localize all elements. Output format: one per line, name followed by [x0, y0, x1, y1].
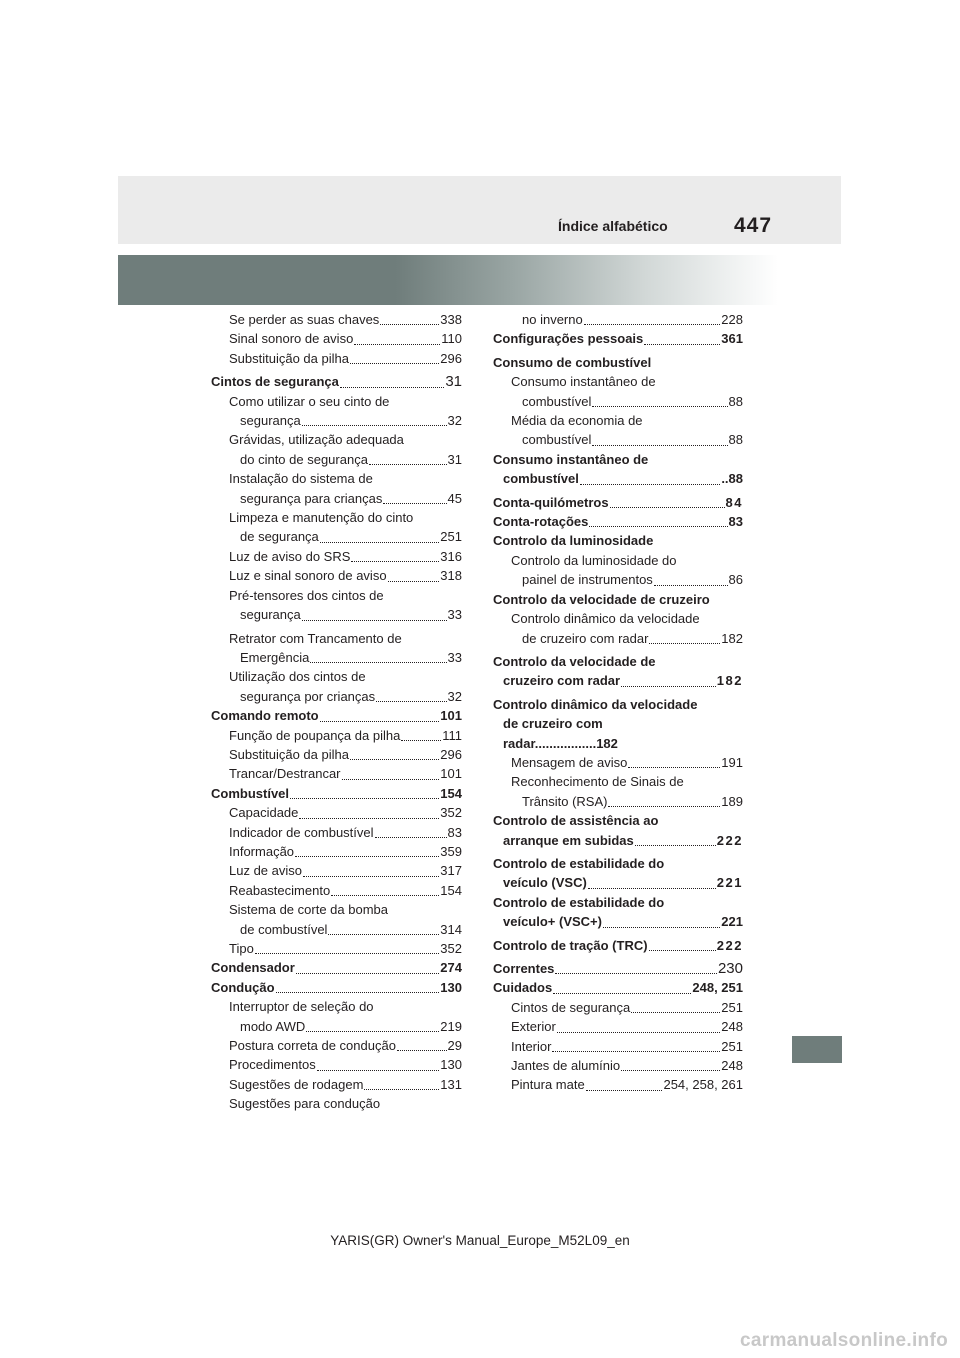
dot-leader — [290, 790, 439, 799]
index-sub-entry — [493, 392, 743, 411]
dot-leader — [555, 965, 717, 974]
index-sub-entry — [493, 570, 743, 589]
index-sub-heading: Como utilizar o seu cinto de — [229, 393, 390, 409]
entry-text: no inverno — [522, 312, 583, 327]
dot-leader — [340, 379, 444, 388]
dot-leader — [364, 1081, 439, 1090]
entry-text: Tipo — [229, 941, 254, 956]
index-sub-entry — [493, 430, 743, 449]
entry-page-ref: 222 — [716, 937, 743, 953]
entry-text: Reabastecimento — [229, 882, 331, 898]
entry-text: segurança — [240, 607, 301, 623]
entry-page-ref: 251 — [721, 1038, 743, 1054]
entry-page-ref: 251 — [440, 529, 462, 545]
entry-text: Comando remoto — [211, 708, 319, 724]
entry-page-ref: 361 — [721, 331, 743, 347]
index-sub-entry — [493, 1075, 743, 1094]
entry-text: Sugestões de rodagem — [229, 1076, 364, 1092]
entry-text: Interior — [511, 1038, 552, 1054]
entry-page-ref: 88 — [728, 393, 743, 409]
index-sub-entry — [211, 450, 462, 469]
dot-leader — [302, 417, 447, 426]
entry-text: arranque em subidas — [503, 832, 634, 848]
entry-text: Informação — [229, 843, 295, 859]
entry-page-ref: 31 — [447, 451, 462, 467]
index-sub-entry — [493, 792, 743, 811]
entry-page-ref: 130 — [440, 979, 462, 995]
entry-text: Se perder as suas chaves — [229, 312, 380, 327]
entry-page-ref: 32 — [447, 413, 462, 429]
entry-text: modo AWD — [240, 1018, 306, 1034]
index-column-left — [211, 310, 462, 1114]
entry-page-ref: 338 — [440, 312, 462, 327]
index-sub-entry — [211, 411, 462, 430]
dot-leader — [295, 848, 439, 857]
entry-page-ref: 154 — [440, 882, 462, 898]
index-sub-entry — [211, 566, 462, 585]
entry-page-ref: 219 — [440, 1018, 462, 1034]
entry-text: combustível — [522, 393, 592, 409]
dot-leader — [608, 798, 720, 807]
index-sub-entry — [211, 764, 462, 783]
dot-leader — [299, 810, 439, 819]
entry-text: Luz e sinal sonoro de aviso — [229, 568, 387, 584]
page-number: 447 — [734, 214, 773, 237]
entry-text: Condensador — [211, 960, 295, 976]
index-sub-heading: Retrator com Trancamento de — [229, 630, 402, 646]
index-sub-entry — [211, 823, 462, 842]
dot-leader — [552, 1043, 720, 1052]
index-sub-entry — [211, 1055, 462, 1074]
entry-page-ref: 254, 258, 261 — [663, 1077, 743, 1093]
index-main-entry — [493, 912, 743, 931]
entry-page-ref: 359 — [440, 843, 462, 859]
dot-leader — [553, 985, 691, 994]
dot-leader — [342, 771, 440, 780]
entry-text: Cintos de segurança — [211, 374, 339, 390]
entry-page-ref: 84 — [725, 494, 743, 510]
entry-page-ref: 296 — [440, 350, 462, 366]
entry-page-ref: 221 — [716, 875, 743, 891]
index-main-heading: Controlo de estabilidade do — [493, 855, 665, 871]
index-sub-heading: Consumo instantâneo de — [511, 374, 656, 390]
index-sub-entry — [493, 1056, 743, 1075]
index-main-heading: Controlo dinâmico da velocidade — [493, 696, 698, 712]
entry-text: de segurança — [240, 529, 319, 545]
entry-page-ref: 154 — [440, 785, 462, 801]
entry-text: Postura correta de condução — [229, 1038, 396, 1054]
index-side-tab — [792, 1036, 842, 1063]
dot-leader — [380, 316, 439, 325]
index-sub-entry — [211, 605, 462, 624]
entry-text: painel de instrumentos — [522, 572, 653, 588]
entry-text: cruzeiro com radar — [503, 673, 621, 689]
dot-leader — [276, 984, 440, 993]
entry-text: de combustível — [240, 921, 328, 937]
entry-page-ref: 29 — [447, 1038, 462, 1054]
dot-leader — [603, 919, 720, 928]
dot-leader — [302, 612, 447, 621]
entry-page-ref: 248, 251 — [692, 980, 743, 996]
index-sub-heading: Interruptor de seleção do — [229, 999, 374, 1015]
index-main-entry — [493, 873, 743, 892]
entry-text: segurança — [240, 413, 301, 429]
entry-text: veículo (VSC) — [503, 875, 587, 891]
entry-text: combustível — [503, 471, 579, 487]
entry-page-ref: 296 — [440, 746, 462, 762]
dot-leader — [255, 945, 439, 954]
entry-page-ref: 110 — [441, 331, 462, 347]
dot-leader — [328, 926, 439, 935]
entry-text: Combustível — [211, 785, 290, 801]
index-main-entry — [211, 978, 462, 997]
entry-text: Cuidados — [493, 980, 553, 996]
index-sub-entry — [493, 629, 743, 648]
header-band — [118, 176, 841, 244]
entry-text: Configurações pessoais — [493, 331, 644, 347]
index-sub-entry — [493, 753, 743, 772]
entry-text: Condução — [211, 979, 275, 995]
entry-text: Trancar/Destrancar — [229, 766, 341, 782]
index-sub-entry — [211, 527, 462, 546]
dot-leader — [388, 573, 440, 582]
index-main-heading: radar.................182 — [503, 735, 618, 751]
entry-text: Cintos de segurança — [511, 999, 631, 1015]
index-main-entry — [493, 493, 743, 512]
index-sub-entry — [493, 1017, 743, 1036]
dot-leader — [644, 336, 720, 345]
entry-page-ref: 189 — [721, 793, 743, 809]
dot-leader — [586, 1082, 663, 1091]
dot-leader — [592, 398, 727, 407]
index-main-entry — [211, 372, 462, 391]
entry-text: Mensagem de aviso — [511, 754, 628, 770]
index-main-heading: Controlo de assistência ao — [493, 813, 659, 829]
dot-leader — [610, 499, 725, 508]
watermark: carmanualsonline.info — [740, 1330, 948, 1351]
dot-leader — [631, 1004, 720, 1013]
index-main-heading: Consumo de combustível — [493, 354, 652, 370]
dot-leader — [628, 759, 720, 768]
index-sub-heading: Sistema de corte da bomba — [229, 902, 388, 918]
footer-manual-id: YARIS(GR) Owner's Manual_Europe_M52L09_en — [330, 1233, 630, 1248]
entry-text: Substituição da pilha — [229, 746, 349, 762]
index-sub-entry — [493, 1037, 743, 1056]
dot-leader — [401, 732, 441, 741]
entry-page-ref: 352 — [440, 805, 462, 821]
index-sub-entry — [211, 349, 462, 368]
index-sub-entry — [211, 920, 462, 939]
entry-page-ref: 248 — [721, 1058, 743, 1074]
entry-page-ref: 32 — [447, 688, 462, 704]
index-column-right — [493, 310, 743, 1095]
dot-leader — [383, 495, 446, 504]
entry-text: Sinal sonoro de aviso — [229, 331, 354, 347]
index-sub-entry — [211, 861, 462, 880]
index-sub-entry — [211, 939, 462, 958]
entry-page-ref: 111 — [442, 727, 462, 743]
entry-text: de cruzeiro com radar — [522, 630, 649, 646]
entry-text: Jantes de alumínio — [511, 1058, 621, 1074]
index-sub-heading: Grávidas, utilização adequada — [229, 432, 404, 448]
dot-leader — [296, 965, 440, 974]
dot-leader — [580, 476, 720, 485]
entry-text: Função de poupança da pilha — [229, 727, 401, 743]
entry-page-ref: 83 — [447, 824, 462, 840]
entry-page-ref: 88 — [728, 432, 743, 448]
entry-page-ref: 221 — [721, 914, 743, 930]
index-main-heading: Controlo da luminosidade — [493, 533, 654, 549]
entry-text: segurança por crianças — [240, 688, 376, 704]
entry-text: Pintura mate — [511, 1077, 585, 1093]
dot-leader — [320, 713, 440, 722]
entry-page-ref: 101 — [440, 708, 462, 724]
entry-text: Emergência — [240, 649, 310, 665]
dot-leader — [331, 887, 439, 896]
dot-leader — [592, 437, 727, 446]
index-main-entry — [493, 512, 743, 531]
dot-leader — [350, 355, 439, 364]
entry-text: Capacidade — [229, 805, 299, 821]
entry-text: combustível — [522, 432, 592, 448]
index-main-entry — [493, 329, 743, 348]
index-main-entry — [493, 831, 743, 850]
index-main-entry — [493, 959, 743, 978]
index-sub-entry — [211, 310, 462, 329]
entry-page-ref: 86 — [728, 572, 743, 588]
dot-leader — [310, 654, 446, 663]
dot-leader — [621, 678, 716, 687]
index-sub-heading: Instalação do sistema de — [229, 471, 373, 487]
entry-page-ref: 248 — [721, 1019, 743, 1035]
index-main-entry — [211, 784, 462, 803]
index-sub-entry — [211, 1017, 462, 1036]
dot-leader — [376, 693, 446, 702]
index-sub-heading: Pré-tensores dos cintos de — [229, 587, 384, 603]
dot-leader — [649, 635, 720, 644]
index-main-heading: Controlo da velocidade de — [493, 653, 656, 669]
index-sub-entry — [211, 489, 462, 508]
entry-page-ref: 131 — [440, 1076, 462, 1092]
entry-page-ref: 33 — [447, 649, 462, 665]
index-main-heading: Controlo de estabilidade do — [493, 894, 665, 910]
dot-leader — [306, 1023, 439, 1032]
dot-leader — [350, 751, 439, 760]
index-main-entry — [493, 469, 743, 488]
index-sub-heading: Reconhecimento de Sinais de — [511, 774, 684, 790]
dot-leader — [588, 880, 716, 889]
dot-leader — [317, 1062, 440, 1071]
dot-leader — [589, 518, 727, 527]
entry-page-ref: 222 — [716, 832, 743, 848]
dot-leader — [369, 456, 447, 465]
index-sub-entry — [493, 998, 743, 1017]
entry-page-ref: 316 — [440, 548, 462, 564]
entry-page-ref: 31 — [445, 373, 462, 391]
entry-text: segurança para crianças — [240, 490, 383, 506]
dot-leader — [557, 1024, 721, 1033]
entry-page-ref: 130 — [440, 1057, 462, 1073]
index-sub-entry — [211, 842, 462, 861]
entry-text: Trânsito (RSA) — [522, 793, 608, 809]
entry-text: Controlo de tração (TRC) — [493, 937, 648, 953]
index-main-entry — [493, 978, 743, 997]
index-sub-heading: Limpeza e manutenção do cinto — [229, 510, 414, 526]
index-main-entry — [211, 706, 462, 725]
index-sub-entry — [211, 881, 462, 900]
index-sub-entry — [211, 1036, 462, 1055]
index-sub-entry — [211, 687, 462, 706]
entry-text: veículo+ (VSC+) — [503, 914, 602, 930]
index-main-heading: Controlo da velocidade de cruzeiro — [493, 591, 710, 607]
entry-text: Procedimentos — [229, 1057, 316, 1073]
index-sub-heading: Média da economia de — [511, 413, 643, 429]
entry-page-ref: ..88 — [721, 471, 743, 487]
dot-leader — [351, 553, 439, 562]
dot-leader — [303, 868, 439, 877]
index-sub-entry — [211, 803, 462, 822]
index-main-entry — [493, 936, 743, 955]
entry-page-ref: 191 — [721, 754, 743, 770]
index-sub-entry — [211, 648, 462, 667]
index-main-entry — [493, 671, 743, 690]
entry-page-ref: 228 — [721, 312, 743, 327]
index-main-heading: Consumo instantâneo de — [493, 451, 649, 467]
index-main-entry — [211, 958, 462, 977]
index-sub-entry — [211, 745, 462, 764]
index-sub-heading: Sugestões para condução — [229, 1096, 381, 1112]
index-sub-heading: Controlo dinâmico da velocidade — [511, 611, 700, 627]
entry-page-ref: 352 — [440, 941, 462, 956]
entry-text: Correntes — [493, 961, 555, 976]
dot-leader — [635, 837, 716, 846]
dot-leader — [397, 1042, 447, 1051]
section-title: Índice alfabético — [558, 218, 668, 234]
index-sub-heading: Controlo da luminosidade do — [511, 552, 677, 568]
index-sub-entry — [211, 329, 462, 348]
entry-text: Conta-rotações — [493, 514, 589, 530]
entry-text: Conta-quilómetros — [493, 494, 609, 510]
index-sub-entry — [211, 726, 462, 745]
index-main-heading: de cruzeiro com — [503, 716, 603, 732]
entry-page-ref: 45 — [447, 490, 462, 506]
index-sub-entry — [211, 1075, 462, 1094]
index-sub-entry — [493, 310, 743, 329]
entry-page-ref: 182 — [716, 673, 743, 689]
dot-leader — [649, 942, 716, 951]
entry-page-ref: 230 — [717, 960, 743, 977]
entry-page-ref: 318 — [440, 568, 462, 584]
index-sub-heading: Utilização dos cintos de — [229, 669, 366, 685]
dot-leader — [654, 577, 728, 586]
header-gradient-bar — [118, 255, 778, 305]
entry-text: Luz de aviso — [229, 863, 302, 879]
entry-text: Exterior — [511, 1019, 556, 1035]
entry-text: do cinto de segurança — [240, 451, 368, 467]
dot-leader — [584, 316, 721, 325]
entry-text: Indicador de combustível — [229, 824, 374, 840]
entry-page-ref: 251 — [721, 999, 743, 1015]
dot-leader — [354, 336, 440, 345]
dot-leader — [320, 534, 440, 543]
entry-page-ref: 33 — [447, 607, 462, 623]
entry-page-ref: 101 — [440, 766, 462, 782]
entry-page-ref: 83 — [728, 514, 743, 530]
entry-page-ref: 317 — [440, 863, 462, 879]
entry-page-ref: 182 — [721, 630, 743, 646]
dot-leader — [375, 829, 447, 838]
entry-page-ref: 314 — [440, 921, 462, 937]
index-sub-entry — [211, 547, 462, 566]
dot-leader — [621, 1062, 720, 1071]
entry-text: Luz de aviso do SRS — [229, 548, 351, 564]
entry-text: Substituição da pilha — [229, 350, 349, 366]
entry-page-ref: 274 — [440, 960, 462, 976]
